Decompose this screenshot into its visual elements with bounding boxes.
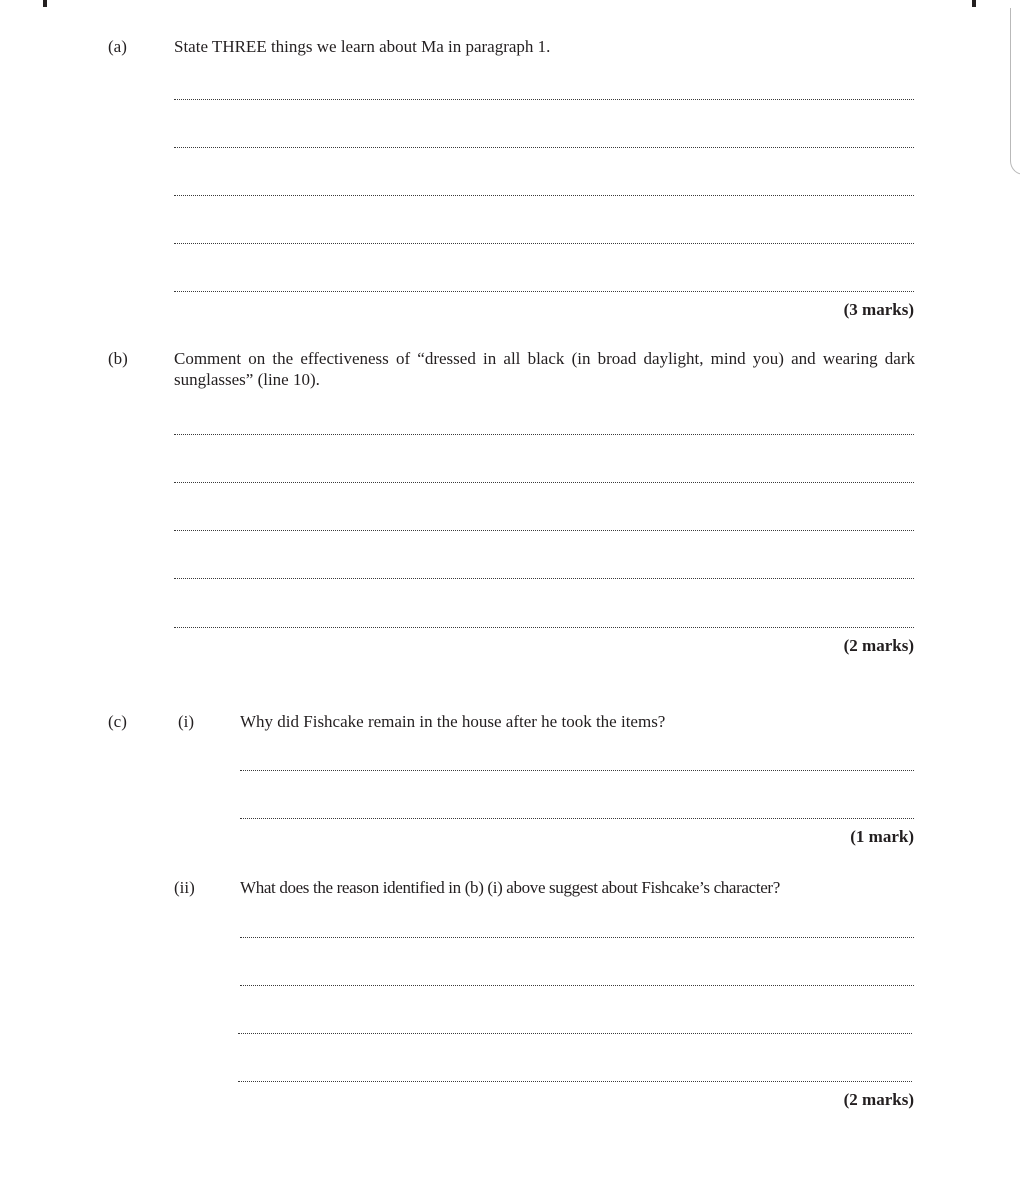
answer-line-c-ii-3[interactable] — [238, 1033, 912, 1034]
question-c-label: (c) — [108, 712, 127, 731]
question-c-i-text: Why did Fishcake remain in the house after he took the items? — [240, 712, 666, 731]
answer-line-b-5[interactable] — [174, 627, 914, 628]
answer-line-a-5[interactable] — [174, 291, 914, 292]
marks-c-i: (1 mark) — [850, 827, 914, 846]
answer-line-b-1[interactable] — [174, 434, 914, 435]
answer-line-b-2[interactable] — [174, 482, 914, 483]
answer-line-a-3[interactable] — [174, 195, 914, 196]
question-a-text: State THREE things we learn about Ma in paragraph 1. — [174, 37, 551, 56]
page-corner-mark-right — [972, 0, 976, 7]
answer-line-a-2[interactable] — [174, 147, 914, 148]
question-b-text: Comment on the effectiveness of “dressed in all black (in broad daylight, mind you) and wearing dark sunglasses” (line 10). — [174, 349, 915, 389]
answer-line-a-4[interactable] — [174, 243, 914, 244]
question-c-ii-label: (ii) — [174, 878, 195, 897]
answer-line-c-i-1[interactable] — [240, 770, 914, 771]
answer-line-c-ii-4[interactable] — [238, 1081, 912, 1082]
page-corner-mark-left — [43, 0, 47, 7]
question-a-label: (a) — [108, 37, 127, 56]
answer-line-c-ii-1[interactable] — [240, 937, 914, 938]
page-margin-curve — [1010, 8, 1020, 175]
answer-line-c-i-2[interactable] — [240, 818, 914, 819]
marks-b: (2 marks) — [843, 636, 914, 655]
answer-line-a-1[interactable] — [174, 99, 914, 100]
marks-c-ii: (2 marks) — [843, 1090, 914, 1109]
answer-line-b-4[interactable] — [174, 578, 914, 579]
question-c-ii-text: What does the reason identified in (b) (i) above suggest about Fishcake’s character? — [240, 878, 780, 897]
question-c-i-label: (i) — [178, 712, 195, 731]
marks-a: (3 marks) — [843, 300, 914, 319]
answer-line-c-ii-2[interactable] — [240, 985, 914, 986]
question-b-label: (b) — [108, 349, 128, 368]
answer-line-b-3[interactable] — [174, 530, 914, 531]
